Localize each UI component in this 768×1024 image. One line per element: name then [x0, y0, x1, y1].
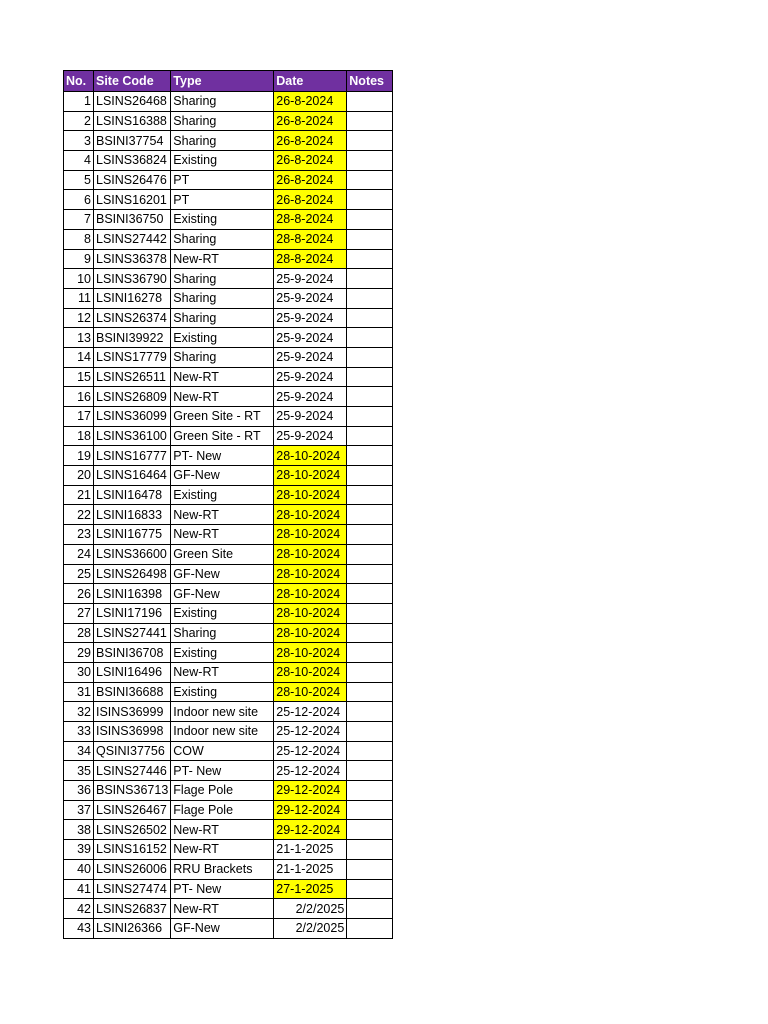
header-notes[interactable]: Notes [347, 71, 393, 92]
cell-site-code[interactable]: BSINS36713 [94, 781, 171, 801]
cell-site-code[interactable]: LSINI16278 [94, 288, 171, 308]
cell-no[interactable]: 29 [64, 643, 94, 663]
cell-date[interactable]: 26-8-2024 [274, 131, 347, 151]
cell-date[interactable]: 26-8-2024 [274, 151, 347, 171]
cell-notes[interactable] [347, 879, 393, 899]
cell-type[interactable]: Existing [171, 151, 274, 171]
cell-notes[interactable] [347, 111, 393, 131]
cell-date[interactable]: 21-1-2025 [274, 859, 347, 879]
cell-notes[interactable] [347, 820, 393, 840]
cell-site-code[interactable]: LSINI16398 [94, 584, 171, 604]
cell-notes[interactable] [347, 682, 393, 702]
cell-site-code[interactable]: BSINI36688 [94, 682, 171, 702]
cell-site-code[interactable]: LSINI16775 [94, 525, 171, 545]
cell-no[interactable]: 17 [64, 407, 94, 427]
cell-notes[interactable] [347, 643, 393, 663]
table-row [64, 662, 393, 682]
table-row [64, 525, 393, 545]
cell-no[interactable]: 9 [64, 249, 94, 269]
cell-no[interactable]: 4 [64, 151, 94, 171]
cell-notes[interactable] [347, 131, 393, 151]
cell-notes[interactable] [347, 662, 393, 682]
cell-type[interactable]: Sharing [171, 623, 274, 643]
cell-date[interactable]: 28-10-2024 [274, 682, 347, 702]
cell-date[interactable]: 26-8-2024 [274, 190, 347, 210]
cell-date[interactable]: 25-9-2024 [274, 308, 347, 328]
cell-notes[interactable] [347, 781, 393, 801]
cell-no[interactable]: 37 [64, 800, 94, 820]
cell-notes[interactable] [347, 722, 393, 742]
cell-type[interactable]: Sharing [171, 269, 274, 289]
cell-site-code[interactable]: LSINS26498 [94, 564, 171, 584]
cell-no[interactable]: 1 [64, 92, 94, 112]
table-row [64, 229, 393, 249]
table-row [64, 387, 393, 407]
cell-date[interactable]: 29-12-2024 [274, 800, 347, 820]
table-row [64, 544, 393, 564]
cell-notes[interactable] [347, 367, 393, 387]
table-row [64, 820, 393, 840]
cell-notes[interactable] [347, 387, 393, 407]
table-row [64, 466, 393, 486]
cell-type[interactable]: GF-New [171, 918, 274, 938]
cell-no[interactable]: 14 [64, 347, 94, 367]
table-row [64, 918, 393, 938]
cell-date[interactable]: 25-9-2024 [274, 407, 347, 427]
cell-type[interactable]: New-RT [171, 387, 274, 407]
cell-notes[interactable] [347, 269, 393, 289]
cell-notes[interactable] [347, 249, 393, 269]
cell-date[interactable]: 28-10-2024 [274, 662, 347, 682]
cell-date[interactable]: 25-9-2024 [274, 387, 347, 407]
cell-notes[interactable] [347, 505, 393, 525]
table-row [64, 190, 393, 210]
cell-site-code[interactable]: LSINI16478 [94, 485, 171, 505]
cell-site-code[interactable]: LSINS26809 [94, 387, 171, 407]
cell-date[interactable]: 26-8-2024 [274, 111, 347, 131]
cell-site-code[interactable]: BSINI37754 [94, 131, 171, 151]
cell-type[interactable]: New-RT [171, 840, 274, 860]
cell-notes[interactable] [347, 446, 393, 466]
cell-site-code[interactable]: QSINI37756 [94, 741, 171, 761]
cell-date[interactable]: 28-10-2024 [274, 544, 347, 564]
cell-notes[interactable] [347, 840, 393, 860]
table-row [64, 170, 393, 190]
cell-type[interactable]: RRU Brackets [171, 859, 274, 879]
cell-notes[interactable] [347, 229, 393, 249]
cell-site-code[interactable]: LSINS26374 [94, 308, 171, 328]
cell-date[interactable]: 28-10-2024 [274, 623, 347, 643]
cell-site-code[interactable]: LSINS36824 [94, 151, 171, 171]
cell-notes[interactable] [347, 485, 393, 505]
cell-date[interactable]: 26-8-2024 [274, 170, 347, 190]
cell-date[interactable]: 25-12-2024 [274, 761, 347, 781]
cell-date[interactable]: 25-9-2024 [274, 328, 347, 348]
table-row [64, 584, 393, 604]
cell-site-code[interactable]: LSINS17779 [94, 347, 171, 367]
cell-date[interactable]: 28-8-2024 [274, 249, 347, 269]
cell-type[interactable]: Sharing [171, 131, 274, 151]
cell-type[interactable]: PT- New [171, 879, 274, 899]
cell-no[interactable]: 36 [64, 781, 94, 801]
cell-date[interactable]: 28-10-2024 [274, 446, 347, 466]
cell-no[interactable]: 21 [64, 485, 94, 505]
cell-no[interactable]: 27 [64, 603, 94, 623]
cell-date[interactable]: 28-10-2024 [274, 603, 347, 623]
cell-notes[interactable] [347, 623, 393, 643]
cell-site-code[interactable]: LSINS16201 [94, 190, 171, 210]
cell-site-code[interactable]: LSINI17196 [94, 603, 171, 623]
table-row [64, 682, 393, 702]
cell-type[interactable]: PT [171, 170, 274, 190]
table-row [64, 288, 393, 308]
table-row [64, 249, 393, 269]
table-row [64, 505, 393, 525]
cell-site-code[interactable]: LSINS27446 [94, 761, 171, 781]
cell-site-code[interactable]: LSINS26837 [94, 899, 171, 919]
cell-no[interactable]: 15 [64, 367, 94, 387]
cell-date[interactable]: 28-10-2024 [274, 643, 347, 663]
cell-site-code[interactable]: LSINS36378 [94, 249, 171, 269]
cell-notes[interactable] [347, 761, 393, 781]
cell-type[interactable]: Existing [171, 328, 274, 348]
cell-no[interactable]: 18 [64, 426, 94, 446]
cell-notes[interactable] [347, 328, 393, 348]
cell-date[interactable]: 25-12-2024 [274, 722, 347, 742]
cell-notes[interactable] [347, 584, 393, 604]
cell-no[interactable]: 43 [64, 918, 94, 938]
cell-notes[interactable] [347, 603, 393, 623]
cell-no[interactable]: 35 [64, 761, 94, 781]
table-row [64, 426, 393, 446]
cell-no[interactable]: 5 [64, 170, 94, 190]
cell-date[interactable]: 25-9-2024 [274, 426, 347, 446]
table-row [64, 741, 393, 761]
cell-no[interactable]: 20 [64, 466, 94, 486]
table-row [64, 111, 393, 131]
cell-type[interactable]: Green Site - RT [171, 407, 274, 427]
cell-type[interactable]: New-RT [171, 662, 274, 682]
header-date[interactable]: Date [274, 71, 347, 92]
cell-no[interactable]: 23 [64, 525, 94, 545]
cell-no[interactable]: 7 [64, 210, 94, 230]
cell-site-code[interactable]: LSINI16496 [94, 662, 171, 682]
cell-notes[interactable] [347, 564, 393, 584]
cell-type[interactable]: Existing [171, 210, 274, 230]
table-row [64, 603, 393, 623]
cell-site-code[interactable]: LSINS26476 [94, 170, 171, 190]
cell-notes[interactable] [347, 702, 393, 722]
cell-type[interactable]: New-RT [171, 249, 274, 269]
cell-no[interactable]: 28 [64, 623, 94, 643]
cell-no[interactable]: 38 [64, 820, 94, 840]
cell-site-code[interactable]: ISINS36998 [94, 722, 171, 742]
table-row [64, 151, 393, 171]
table-row [64, 702, 393, 722]
cell-date[interactable]: 2/2/2025 [274, 918, 347, 938]
table-row [64, 781, 393, 801]
cell-date[interactable]: 28-10-2024 [274, 564, 347, 584]
table-row [64, 899, 393, 919]
cell-no[interactable]: 6 [64, 190, 94, 210]
cell-no[interactable]: 33 [64, 722, 94, 742]
cell-no[interactable]: 26 [64, 584, 94, 604]
cell-type[interactable]: Indoor new site [171, 702, 274, 722]
table-row [64, 210, 393, 230]
cell-type[interactable]: New-RT [171, 899, 274, 919]
cell-date[interactable]: 25-9-2024 [274, 367, 347, 387]
table-row [64, 328, 393, 348]
cell-no[interactable]: 2 [64, 111, 94, 131]
cell-site-code[interactable]: BSINI39922 [94, 328, 171, 348]
cell-notes[interactable] [347, 92, 393, 112]
table-row [64, 859, 393, 879]
cell-notes[interactable] [347, 151, 393, 171]
cell-type[interactable]: New-RT [171, 820, 274, 840]
header-row [64, 71, 393, 92]
cell-no[interactable]: 10 [64, 269, 94, 289]
cell-no[interactable]: 25 [64, 564, 94, 584]
cell-type[interactable]: New-RT [171, 525, 274, 545]
cell-notes[interactable] [347, 308, 393, 328]
cell-date[interactable]: 28-10-2024 [274, 466, 347, 486]
cell-notes[interactable] [347, 466, 393, 486]
cell-date[interactable]: 25-12-2024 [274, 702, 347, 722]
cell-site-code[interactable]: LSINS16464 [94, 466, 171, 486]
cell-notes[interactable] [347, 544, 393, 564]
cell-site-code[interactable]: LSINS27474 [94, 879, 171, 899]
cell-type[interactable]: Sharing [171, 92, 274, 112]
cell-site-code[interactable]: LSINS36790 [94, 269, 171, 289]
table-row [64, 92, 393, 112]
cell-no[interactable]: 19 [64, 446, 94, 466]
table-row [64, 564, 393, 584]
cell-notes[interactable] [347, 407, 393, 427]
cell-site-code[interactable]: LSINS16777 [94, 446, 171, 466]
cell-date[interactable]: 21-1-2025 [274, 840, 347, 860]
table-row [64, 367, 393, 387]
cell-type[interactable]: GF-New [171, 564, 274, 584]
table-row [64, 623, 393, 643]
cell-notes[interactable] [347, 918, 393, 938]
cell-site-code[interactable]: LSINS27442 [94, 229, 171, 249]
cell-no[interactable]: 16 [64, 387, 94, 407]
cell-no[interactable]: 31 [64, 682, 94, 702]
cell-date[interactable]: 27-1-2025 [274, 879, 347, 899]
cell-site-code[interactable]: LSINS16388 [94, 111, 171, 131]
cell-notes[interactable] [347, 426, 393, 446]
cell-site-code[interactable]: LSINS26468 [94, 92, 171, 112]
cell-date[interactable]: 29-12-2024 [274, 781, 347, 801]
table-row [64, 446, 393, 466]
cell-no[interactable]: 8 [64, 229, 94, 249]
cell-type[interactable]: PT- New [171, 761, 274, 781]
cell-type[interactable]: Green Site [171, 544, 274, 564]
header-type[interactable]: Type [171, 71, 274, 92]
cell-site-code[interactable]: LSINS26006 [94, 859, 171, 879]
cell-notes[interactable] [347, 525, 393, 545]
table-row [64, 269, 393, 289]
cell-date[interactable]: 2/2/2025 [274, 899, 347, 919]
cell-no[interactable]: 41 [64, 879, 94, 899]
cell-site-code[interactable]: LSINS26467 [94, 800, 171, 820]
cell-type[interactable]: Flage Pole [171, 781, 274, 801]
cell-no[interactable]: 34 [64, 741, 94, 761]
cell-notes[interactable] [347, 741, 393, 761]
cell-no[interactable]: 39 [64, 840, 94, 860]
cell-type[interactable]: New-RT [171, 505, 274, 525]
cell-type[interactable]: Sharing [171, 288, 274, 308]
cell-no[interactable]: 13 [64, 328, 94, 348]
cell-type[interactable]: Sharing [171, 308, 274, 328]
site-table [63, 70, 393, 939]
cell-no[interactable]: 11 [64, 288, 94, 308]
cell-site-code[interactable]: BSINI36708 [94, 643, 171, 663]
cell-date[interactable]: 28-8-2024 [274, 210, 347, 230]
cell-date[interactable]: 26-8-2024 [274, 92, 347, 112]
cell-no[interactable]: 42 [64, 899, 94, 919]
cell-site-code[interactable]: LSINI16833 [94, 505, 171, 525]
table-row [64, 347, 393, 367]
cell-no[interactable]: 22 [64, 505, 94, 525]
cell-type[interactable]: Existing [171, 485, 274, 505]
table-row [64, 407, 393, 427]
table-row [64, 131, 393, 151]
cell-notes[interactable] [347, 347, 393, 367]
cell-date[interactable]: 28-10-2024 [274, 505, 347, 525]
cell-type[interactable]: Sharing [171, 111, 274, 131]
cell-type[interactable]: Indoor new site [171, 722, 274, 742]
cell-date[interactable]: 28-10-2024 [274, 525, 347, 545]
table-row [64, 485, 393, 505]
header-site-code[interactable]: Site Code [94, 71, 171, 92]
cell-type[interactable]: Existing [171, 643, 274, 663]
cell-type[interactable]: COW [171, 741, 274, 761]
cell-type[interactable]: PT [171, 190, 274, 210]
cell-type[interactable]: Existing [171, 682, 274, 702]
cell-type[interactable]: Sharing [171, 229, 274, 249]
cell-no[interactable]: 30 [64, 662, 94, 682]
cell-notes[interactable] [347, 800, 393, 820]
cell-site-code[interactable]: LSINI26366 [94, 918, 171, 938]
cell-type[interactable]: GF-New [171, 466, 274, 486]
cell-date[interactable]: 28-10-2024 [274, 584, 347, 604]
cell-date[interactable]: 25-9-2024 [274, 269, 347, 289]
table-row [64, 722, 393, 742]
table-row [64, 879, 393, 899]
cell-site-code[interactable]: LSINS16152 [94, 840, 171, 860]
cell-date[interactable]: 25-9-2024 [274, 347, 347, 367]
cell-site-code[interactable]: LSINS27441 [94, 623, 171, 643]
cell-type[interactable]: PT- New [171, 446, 274, 466]
cell-site-code[interactable]: LSINS36600 [94, 544, 171, 564]
cell-date[interactable]: 28-10-2024 [274, 485, 347, 505]
cell-site-code[interactable]: BSINI36750 [94, 210, 171, 230]
cell-notes[interactable] [347, 899, 393, 919]
cell-no[interactable]: 12 [64, 308, 94, 328]
cell-no[interactable]: 40 [64, 859, 94, 879]
table-row [64, 308, 393, 328]
cell-notes[interactable] [347, 210, 393, 230]
cell-type[interactable]: Flage Pole [171, 800, 274, 820]
cell-no[interactable]: 3 [64, 131, 94, 151]
cell-notes[interactable] [347, 288, 393, 308]
cell-site-code[interactable]: LSINS26511 [94, 367, 171, 387]
cell-no[interactable]: 32 [64, 702, 94, 722]
cell-date[interactable]: 25-12-2024 [274, 741, 347, 761]
cell-notes[interactable] [347, 190, 393, 210]
cell-site-code[interactable]: LSINS26502 [94, 820, 171, 840]
header-no[interactable]: No. [64, 71, 94, 92]
cell-type[interactable]: GF-New [171, 584, 274, 604]
table-row [64, 643, 393, 663]
cell-site-code[interactable]: ISINS36999 [94, 702, 171, 722]
table-row [64, 800, 393, 820]
cell-type[interactable]: Sharing [171, 347, 274, 367]
cell-type[interactable]: New-RT [171, 367, 274, 387]
table-row [64, 761, 393, 781]
cell-notes[interactable] [347, 859, 393, 879]
cell-type[interactable]: Existing [171, 603, 274, 623]
cell-notes[interactable] [347, 170, 393, 190]
cell-no[interactable]: 24 [64, 544, 94, 564]
cell-date[interactable]: 25-9-2024 [274, 288, 347, 308]
cell-date[interactable]: 29-12-2024 [274, 820, 347, 840]
cell-site-code[interactable]: LSINS36099 [94, 407, 171, 427]
cell-date[interactable]: 28-8-2024 [274, 229, 347, 249]
table-row [64, 840, 393, 860]
cell-type[interactable]: Green Site - RT [171, 426, 274, 446]
cell-site-code[interactable]: LSINS36100 [94, 426, 171, 446]
